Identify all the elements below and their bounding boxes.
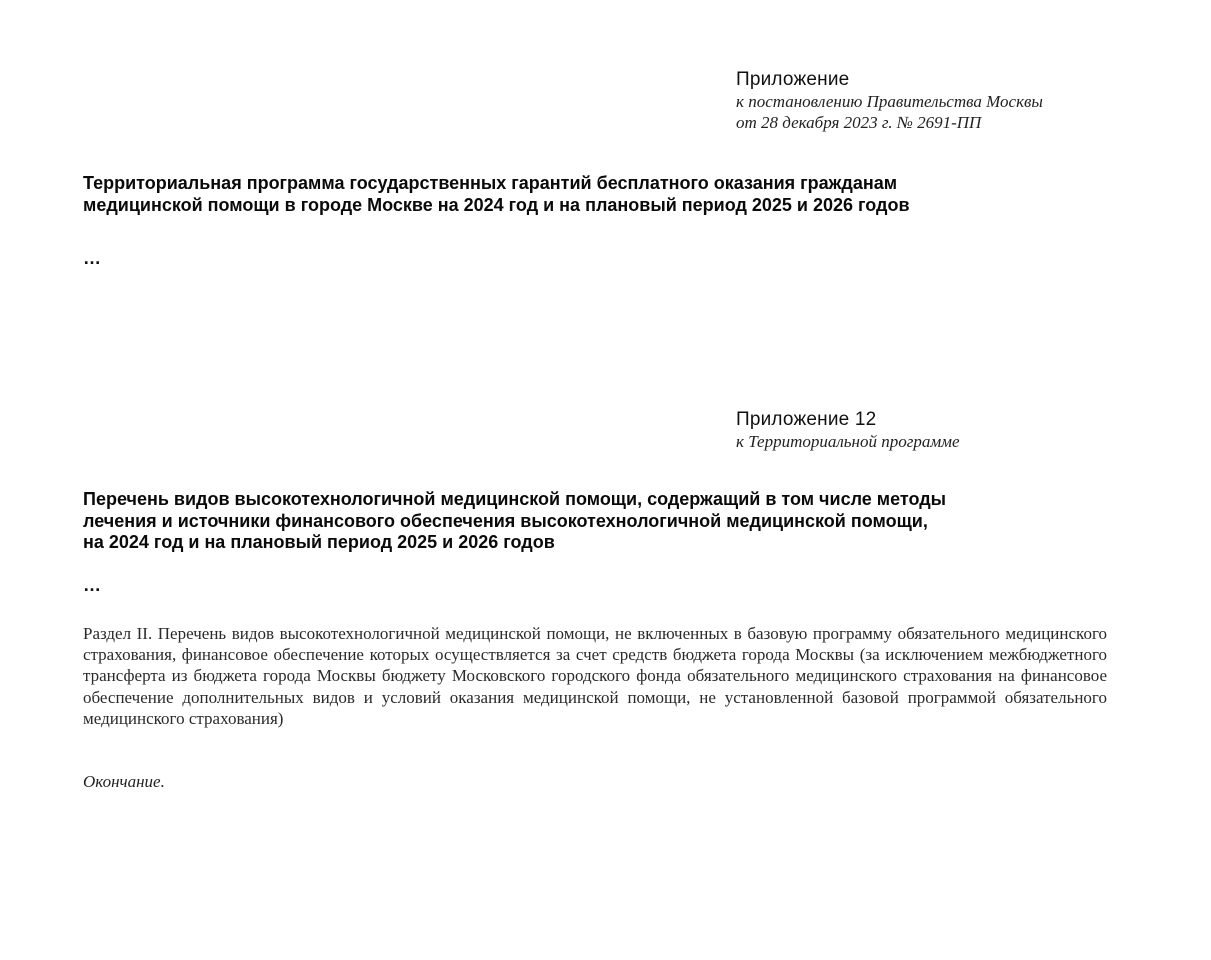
appendix-date-line: от 28 декабря 2023 г. № 2691-ПП	[736, 113, 982, 132]
section-heading-text: Раздел II. Перечень видов высокотехнологичной медицинской помощи, не включенных в базовую программу обязательного медицинского страхования, финансовое обеспечение которых осуществляется за счет средств бюджета города Москвы (за исключением межбюджетного трансферта из бюджета города Москвы бюджету Московского городского фонда обязательного медицинского страхования на финансовое обеспечение дополнительных видов и условий оказания медицинской помощи, не установленной базовой программой обязательного медицинского страхования)	[83, 624, 1107, 728]
appendix-resolution-line: к постановлению Правительства Москвы	[736, 92, 1043, 111]
appendix-12-title: Приложение 12	[736, 409, 877, 430]
list-title-line-2: лечения и источники финансового обеспечения высокотехнологичной медицинской помощи,	[83, 510, 928, 531]
list-title-line-1: Перечень видов высокотехнологичной медицинской помощи, содержащий в том числе методы	[83, 489, 947, 509]
omission-ellipsis-2: …	[83, 575, 101, 595]
ending-label: Окончание.	[83, 772, 165, 791]
appendix-12-subtitle: к Территориальной программе	[736, 432, 960, 451]
program-title	[83, 173, 1123, 216]
program-title-line-2: медицинской помощи в городе Москве на 2024 год и на плановый период 2025 и 2026 годов	[83, 194, 910, 215]
appendix-title: Приложение	[736, 69, 850, 90]
appendix-12-header	[736, 409, 960, 452]
program-title-line-1: Территориальная программа государственных гарантий бесплатного оказания гражданам	[83, 173, 898, 193]
list-title	[83, 489, 1123, 554]
list-title-line-3: на 2024 год и на плановый период 2025 и 2026 годов	[83, 532, 555, 552]
appendix-header	[736, 69, 1043, 133]
omission-ellipsis: …	[83, 248, 101, 268]
